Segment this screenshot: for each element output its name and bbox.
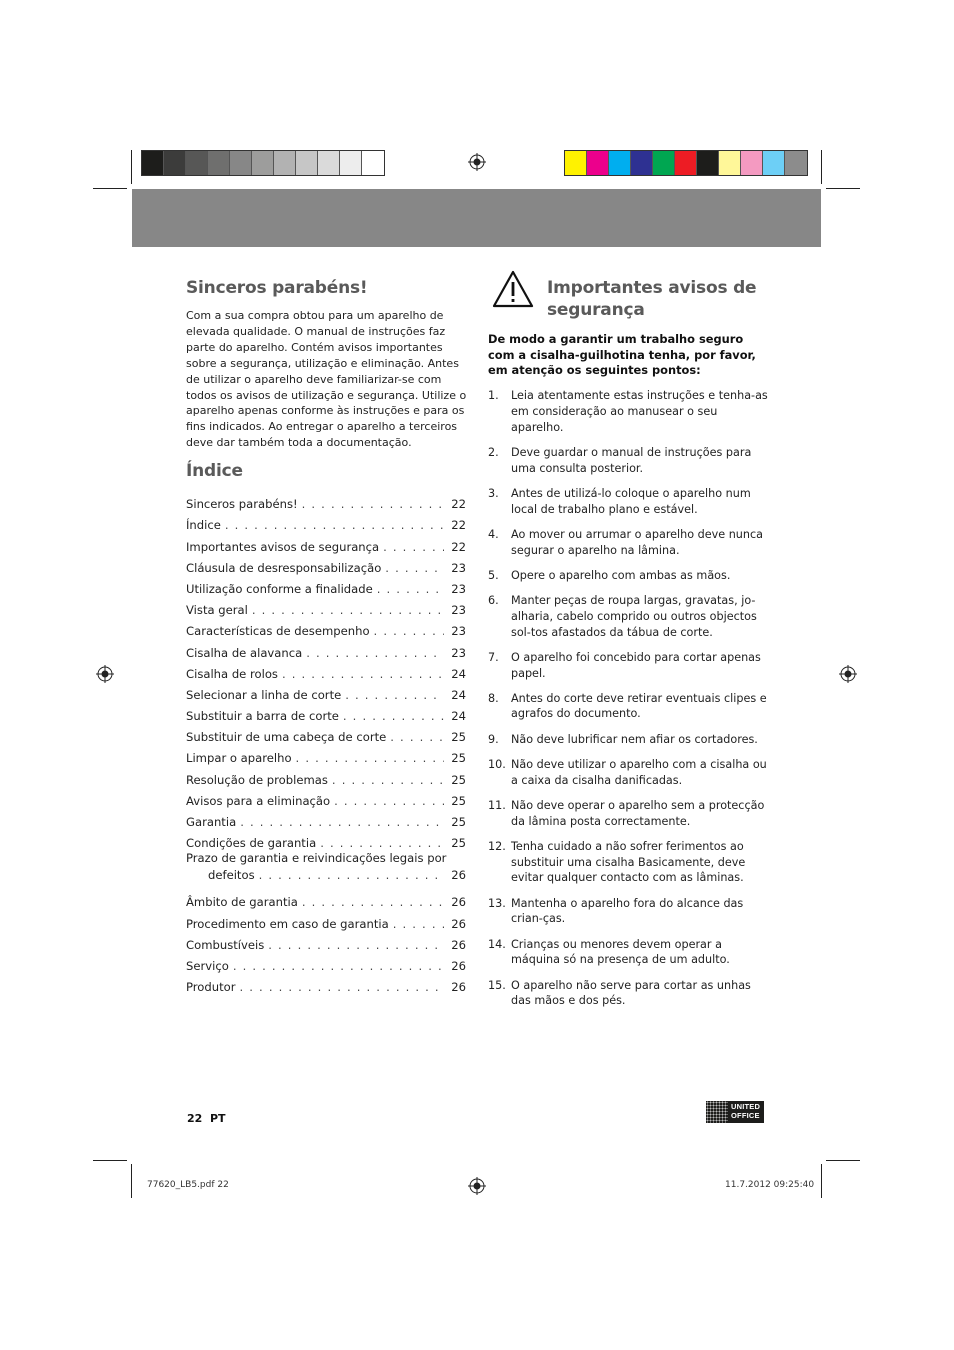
toc-entry-page: 22 <box>451 518 466 533</box>
toc-leader <box>377 582 444 596</box>
toc-leader <box>302 497 444 511</box>
toc-leader <box>252 603 444 617</box>
toc-entry-label: Prazo de garantia e reivindicações legais por <box>186 851 447 866</box>
step-text: Não deve operar o aparelho sem a protecção da lâmina posta correctamente. <box>511 798 765 828</box>
toc-entry <box>186 617 466 638</box>
toc-entry-label: Condições de garantia <box>186 836 317 851</box>
step-text: Crianças ou menores devem operar a máquina só na presença de um adulto. <box>511 937 730 967</box>
logo-text <box>728 1101 760 1123</box>
toc-entry <box>186 511 466 532</box>
safety-title-line1: Importantes avisos de <box>547 278 757 298</box>
gray-swatch <box>362 151 384 175</box>
toc-entry-label: Índice <box>186 518 221 533</box>
toc-entry-label: Garantia <box>186 815 237 829</box>
safety-step <box>488 445 768 477</box>
registration-mark-icon <box>96 665 114 683</box>
step-text: Leia atentamente estas instruções e tenha-as em consideração ao manusear o seu aparelho. <box>511 389 768 434</box>
toc-entry-label: Avisos para a eliminação <box>186 793 331 808</box>
safety-title-line2: segurança <box>547 300 645 320</box>
gray-swatch <box>318 151 340 175</box>
toc-entry-page: 23 <box>451 603 466 618</box>
process-swatch <box>587 151 609 175</box>
toc-leader <box>240 980 444 994</box>
toc-entry-label: Procedimento em caso de garantia <box>186 916 389 931</box>
safety-step <box>488 978 768 1010</box>
registration-mark-icon <box>468 1177 486 1195</box>
toc-entry <box>186 909 466 930</box>
safety-step <box>488 527 768 559</box>
toc-leader <box>225 518 444 532</box>
section-title-index: Índice <box>186 461 243 481</box>
safety-step <box>488 650 768 682</box>
toc-entry-page: 25 <box>451 772 466 787</box>
process-swatch <box>609 151 631 175</box>
safety-intro: De modo a garantir um trabalho seguro com a cisalha-guilhotina tenha, por favor, em atenção os seguintes pontos: <box>488 332 756 377</box>
toc-entry <box>186 554 466 575</box>
toc-entry <box>186 850 466 888</box>
toc-entry-page: 23 <box>451 624 466 639</box>
process-swatch <box>631 151 653 175</box>
crop-mark <box>131 1164 132 1198</box>
safety-step <box>488 593 768 640</box>
toc-entry-continuation <box>186 867 466 884</box>
step-text: Mantenha o aparelho fora do alcance das crian-ças. <box>511 896 744 926</box>
safety-step <box>488 896 768 928</box>
process-swatch <box>741 151 763 175</box>
toc-leader <box>390 730 444 744</box>
toc-entry-label: Características de desempenho <box>186 624 370 639</box>
toc-entry-page: 24 <box>451 709 466 724</box>
toc-entry-label: Âmbito de garantia <box>186 895 298 910</box>
toc-entry <box>186 829 466 850</box>
step-number: 2. <box>488 445 499 459</box>
process-swatch <box>785 151 807 175</box>
toc-entry-page: 26 <box>451 937 466 952</box>
toc-entry-page: 25 <box>451 836 466 851</box>
section-title-safety <box>547 277 756 321</box>
step-text: O aparelho foi concebido para cortar apenas papel. <box>511 650 761 680</box>
page-number-value: 22 <box>187 1112 203 1125</box>
safety-steps-list <box>488 388 768 1019</box>
toc-leader <box>374 624 444 638</box>
step-number: 1. <box>488 389 499 402</box>
page-number <box>187 1112 226 1125</box>
process-swatch <box>675 151 697 175</box>
process-swatch <box>719 151 741 175</box>
toc-entry-label: Cláusula de desresponsabilização <box>186 560 382 575</box>
step-number: 4. <box>488 527 499 541</box>
gray-swatch <box>252 151 274 175</box>
toc-leader <box>332 773 444 787</box>
toc-entry <box>186 744 466 765</box>
toc-entry-label: Produtor <box>186 980 236 995</box>
crop-mark <box>826 188 860 189</box>
toc-entry <box>186 638 466 659</box>
toc-leader <box>240 815 444 829</box>
registration-mark-icon <box>468 153 486 171</box>
crop-mark <box>131 150 132 184</box>
gray-swatch <box>296 151 318 175</box>
step-number: 11. <box>488 798 506 812</box>
warning-triangle-icon <box>492 270 534 308</box>
toc-entry-label: Importantes avisos de segurança <box>186 539 380 554</box>
toc-leader <box>320 836 444 850</box>
step-text: Não deve lubrificar nem afiar os cortadores. <box>511 732 758 746</box>
print-datetime: 11.7.2012 09:25:40 <box>725 1180 815 1190</box>
toc-entry <box>186 723 466 744</box>
step-number: 9. <box>488 732 499 746</box>
page-language: PT <box>209 1112 226 1125</box>
step-number: 12. <box>488 839 506 853</box>
safety-step <box>488 691 768 723</box>
step-number: 8. <box>488 691 499 705</box>
toc-entry-page: 25 <box>451 730 466 745</box>
toc-entry <box>186 808 466 829</box>
toc-entry-label: Utilização conforme a finalidade <box>186 581 373 596</box>
intro-paragraph: Com a sua compra obtou para um aparelho de elevada qualidade. O manual de instruções faz parte do aparelho. Contém avisos importantes sobre a segurança, utilização e eliminação. Antes de utilizar o aparelho deve familiarizar-se com todos os avisos de utilização e segurança. Utilize o aparelho apenas conforme às instruções e para os fins indicados. Ao entregar o aparelho a terceiros deve dar também toda a documentação. <box>186 309 467 450</box>
toc-entry-page: 26 <box>451 895 466 910</box>
step-text: Deve guardar o manual de instruções para uma consulta posterior. <box>511 445 752 475</box>
toc-entry-label: Cisalha de alavanca <box>186 645 303 660</box>
header-band <box>132 189 821 247</box>
toc-entry-page: 25 <box>451 815 466 829</box>
toc-entry <box>186 532 466 553</box>
logo-text-line1: UNITED <box>731 1102 761 1111</box>
process-swatch <box>763 151 785 175</box>
safety-step <box>488 568 768 584</box>
step-text: Antes de utilizá-lo coloque o aparelho num local de trabalho plano e estável. <box>511 486 751 516</box>
step-number: 13. <box>488 896 506 910</box>
toc-leader <box>345 688 444 702</box>
toc-entry-label: Sinceros parabéns! <box>186 497 298 512</box>
toc-leader <box>282 667 444 681</box>
step-number: 6. <box>488 593 499 607</box>
safety-step <box>488 798 768 830</box>
toc-leader <box>385 561 444 575</box>
toc-entry-label-cont: defeitos <box>208 868 255 883</box>
step-number: 15. <box>488 978 506 992</box>
toc-entry <box>186 931 466 952</box>
toc-entry <box>186 787 466 808</box>
step-text: Opere o aparelho com ambas as mãos. <box>511 568 731 582</box>
safety-step <box>488 388 768 435</box>
crop-mark <box>93 1160 127 1161</box>
process-swatch <box>565 151 587 175</box>
toc-entry-page: 24 <box>451 687 466 702</box>
file-name: 77620_LB5.pdf 22 <box>147 1180 229 1190</box>
step-number: 10. <box>488 757 506 771</box>
toc-entry-page: 23 <box>451 560 466 575</box>
toc-entry <box>186 660 466 681</box>
toc-entry-page: 25 <box>451 793 466 808</box>
process-swatch <box>653 151 675 175</box>
toc-entry-label: Resolução de problemas <box>186 772 328 787</box>
safety-step <box>488 937 768 969</box>
toc-entry <box>186 702 466 723</box>
gray-swatch <box>142 151 164 175</box>
toc-entry-label: Vista geral <box>186 603 248 618</box>
safety-step <box>488 839 768 886</box>
step-number: 7. <box>488 650 499 664</box>
toc-leader <box>302 895 444 909</box>
crop-mark <box>821 150 822 184</box>
safety-step <box>488 486 768 518</box>
toc-leader <box>259 867 444 884</box>
toc-entry-page: 22 <box>451 497 466 512</box>
toc-entry-label: Selecionar a linha de corte <box>186 687 342 702</box>
crop-mark <box>93 188 127 189</box>
step-text: Ao mover ou arrumar o aparelho deve nunca segurar o aparelho na lâmina. <box>511 527 763 557</box>
toc-leader <box>393 917 444 931</box>
toc-leader <box>306 646 444 660</box>
toc-entry-label: Serviço <box>186 958 229 973</box>
toc-entry-page: 26 <box>451 958 466 973</box>
toc-entry-page: 23 <box>451 645 466 660</box>
step-number: 5. <box>488 568 499 582</box>
toc-entry-page: 26 <box>451 868 466 883</box>
toc-entry-label: Cisalha de rolos <box>186 666 278 681</box>
united-office-logo <box>706 1101 764 1123</box>
toc-entry-label: Substituir a barra de corte <box>186 709 339 724</box>
toc-entry <box>186 888 466 909</box>
grayscale-color-bar <box>141 150 385 176</box>
step-text: Antes do corte deve retirar eventuais clipes e agrafos do documento. <box>511 691 767 721</box>
logo-text-line2: OFFICE <box>731 1110 760 1120</box>
table-of-contents <box>186 490 466 994</box>
toc-entry-page: 24 <box>451 666 466 681</box>
toc-entry <box>186 681 466 702</box>
toc-entry-label: Substituir de uma cabeça de corte <box>186 730 387 745</box>
crop-mark <box>826 1160 860 1161</box>
step-text: Manter peças de roupa largas, gravatas, jo-alharia, cabelo comprido ou outros objectos sol-tos afastados da tábua de corte. <box>511 593 757 639</box>
crop-mark <box>821 1164 822 1198</box>
toc-leader <box>268 938 444 952</box>
toc-entry-page: 26 <box>451 916 466 931</box>
toc-entry-page: 22 <box>451 539 466 554</box>
gray-swatch <box>340 151 362 175</box>
safety-step <box>488 757 768 789</box>
toc-leader <box>296 751 444 765</box>
toc-entry <box>186 596 466 617</box>
step-number: 14. <box>488 937 506 951</box>
gray-swatch <box>274 151 296 175</box>
logo-dot-pattern <box>706 1101 728 1123</box>
process-swatch <box>697 151 719 175</box>
registration-mark-icon <box>839 665 857 683</box>
section-title-congratulations: Sinceros parabéns! <box>186 278 368 298</box>
step-number: 3. <box>488 486 499 500</box>
gray-swatch <box>230 151 252 175</box>
safety-step <box>488 732 768 748</box>
step-text: Não deve utilizar o aparelho com a cisalha ou a caixa da cisalha danificadas. <box>511 757 767 787</box>
step-text: Tenha cuidado a não sofrer ferimentos ao substituir uma cisalha Basicamente, deve evitar qualquer contacto com as lâminas. <box>511 839 746 885</box>
toc-entry <box>186 973 466 994</box>
toc-leader <box>233 959 444 973</box>
gray-swatch <box>164 151 186 175</box>
toc-entry <box>186 952 466 973</box>
toc-entry-page: 25 <box>451 751 466 766</box>
step-text: O aparelho não serve para cortar as unhas das mãos e dos pés. <box>511 978 751 1008</box>
gray-swatch <box>208 151 230 175</box>
toc-entry <box>186 575 466 596</box>
gray-swatch <box>186 151 208 175</box>
toc-leader <box>334 794 444 808</box>
toc-entry-page: 26 <box>451 980 466 995</box>
toc-leader <box>343 709 444 723</box>
toc-entry <box>186 765 466 786</box>
toc-entry-page: 23 <box>451 581 466 596</box>
toc-entry-label: Combustíveis <box>186 937 265 952</box>
toc-entry-label: Limpar o aparelho <box>186 751 292 766</box>
toc-entry <box>186 490 466 511</box>
toc-leader <box>383 540 444 554</box>
process-color-bar <box>564 150 808 176</box>
